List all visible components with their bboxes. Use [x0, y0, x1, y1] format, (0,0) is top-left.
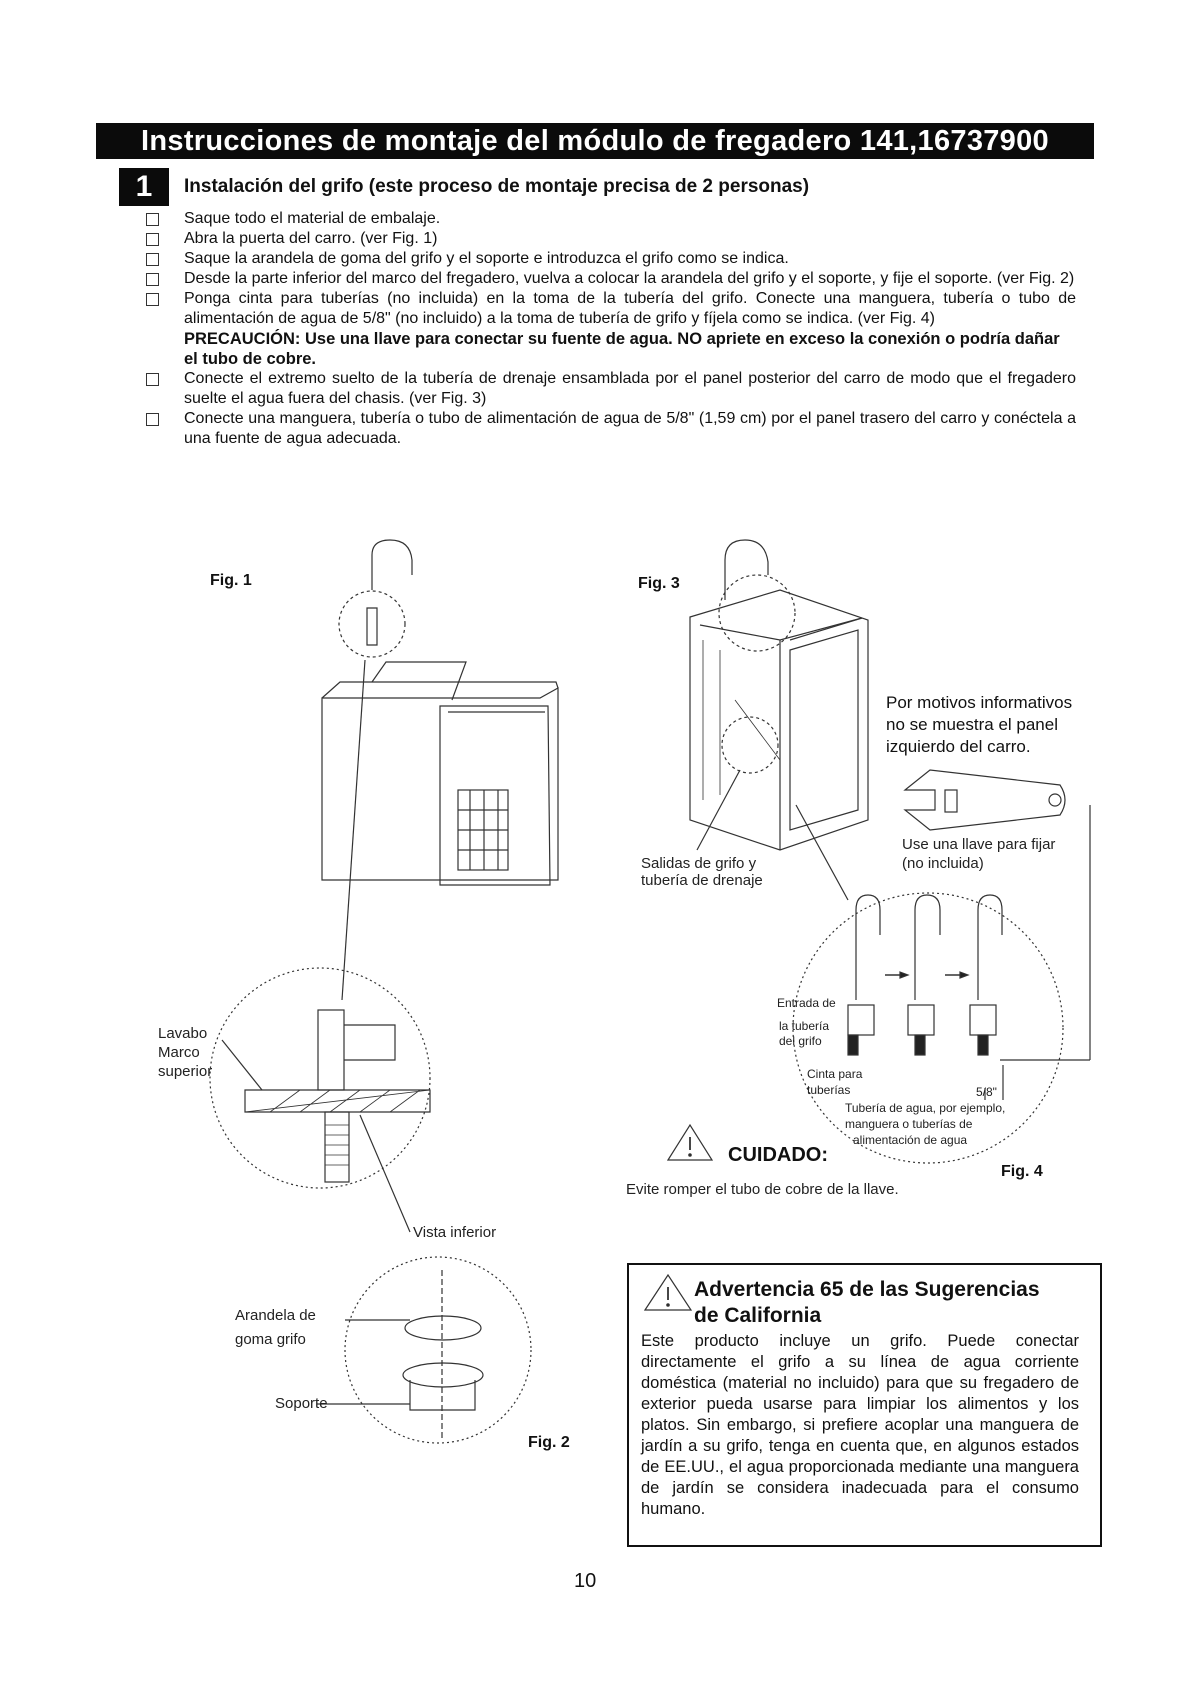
soporte-label: Soporte [275, 1395, 328, 1412]
fig4-label: Fig. 4 [1001, 1163, 1043, 1180]
fig1-faucet-detail [210, 968, 430, 1232]
fig3-cabinet-drawing [690, 540, 868, 900]
salidas-label-2: tubería de drenaje [641, 872, 763, 889]
size-label: 5/8" [976, 1085, 997, 1099]
fig1-cabinet-drawing [322, 540, 558, 1000]
instruction-text: Conecte una manguera, tubería o tubo de alimentación de agua de 5/8" (1,59 cm) por el panel trasero del carro y conéctela a una fuente de agua adecuada. [184, 410, 1076, 447]
caution-text: PRECAUCIÓN: Use una llave para conectar su fuente de agua. NO apriete en exceso la conexión o podría dañar el tubo de cobre. [184, 330, 1060, 368]
fig2-washer-detail [317, 1257, 531, 1443]
warning-body: Este producto incluye un grifo. Puede conectar directamente el grifo a su línea de agua corriente doméstica (material no incluido) para que su fregadero de exterior pueda usarse para limpiar los alimentos y los platos. Sin embargo, si prefiere acoplar una manguera de jardín a su grifo, tenga en cuenta que, en algunos estados de EE.UU., el agua proporcionada mediante una manguera de jardín se considera inadecuada para el consumo humano. [641, 1332, 1079, 1518]
warning-title-line: de California [694, 1304, 822, 1327]
instruction-text: Saque la arandela de goma del grifo y el soporte e introduzca el grifo como se indica. [184, 250, 789, 267]
wrench-drawing [905, 770, 1065, 830]
panel-note-line: izquierdo del carro. [886, 737, 1031, 756]
step-heading: Instalación del grifo (este proceso de montaje precisa de 2 personas) [184, 176, 810, 197]
cuidado-label: CUIDADO: [728, 1144, 828, 1166]
instruction-text: Desde la parte inferior del marco del fregadero, vuelva a colocar la arandela del grifo y el soporte, y fije el soporte. (ver Fig. 2) [184, 270, 1075, 287]
marco-label: Marco [158, 1044, 200, 1061]
page-title: Instrucciones de montaje del módulo de fregadero 141,16737900 [96, 123, 1094, 159]
panel-note-line: Por motivos informativos [886, 693, 1073, 712]
wrench-note-2: (no incluida) [902, 855, 984, 872]
lavabo-label: Lavabo [158, 1025, 208, 1042]
instruction-text: Abra la puerta del carro. (ver Fig. 1) [184, 230, 438, 247]
cinta-label: Cinta para [807, 1067, 863, 1081]
step-number-badge: 1 [119, 168, 169, 206]
entrada-label-2: la tubería [779, 1019, 830, 1033]
page-number: 10 [574, 1570, 597, 1592]
cinta-label-2: tuberías [807, 1083, 851, 1097]
tuberia-label-2: manguera o tuberías de [845, 1117, 973, 1131]
instruction-text: Conecte el extremo suelto de la tubería de drenaje ensamblada por el panel posterior del carro de modo que el fregadero suelte el agua fuera del chasis. (ver Fig. 3) [184, 370, 1076, 407]
evite-label: Evite romper el tubo de cobre de la llave. [626, 1181, 899, 1198]
instruction-text: Ponga cinta para tuberías (no incluida) en la toma de la tubería del grifo. Conecte una manguera, tubería o tubo de alimentación de agua de 5/8" (no incluido) a la toma de tubería de grifo y fíjela como se indica. (ver Fig. 4) [184, 290, 1076, 327]
arandela-label: Arandela de [235, 1307, 316, 1324]
vista-inferior-label: Vista inferior [413, 1224, 497, 1241]
entrada-label: Entrada de [777, 996, 836, 1010]
tuberia-label-3: alimentación de agua [853, 1133, 968, 1147]
fig2-label: Fig. 2 [528, 1434, 570, 1451]
arandela-label-2: goma grifo [235, 1331, 306, 1348]
panel-note [886, 692, 1072, 758]
salidas-label: Salidas de grifo y [641, 855, 757, 872]
warning-title [694, 1277, 1094, 1329]
fig3-label: Fig. 3 [638, 575, 680, 592]
wrench-note: Use una llave para fijar [902, 836, 1056, 853]
fig1-label: Fig. 1 [210, 572, 252, 589]
warning-title-line: Advertencia 65 de las Sugerencias [694, 1278, 1040, 1301]
instruction-text: Saque todo el material de embalaje. [184, 210, 441, 227]
panel-note-line: no se muestra el panel [886, 715, 1058, 734]
superior-label: superior [158, 1063, 213, 1080]
entrada-label-3: del grifo [779, 1034, 822, 1048]
tuberia-label: Tubería de agua, por ejemplo, [845, 1101, 1006, 1115]
